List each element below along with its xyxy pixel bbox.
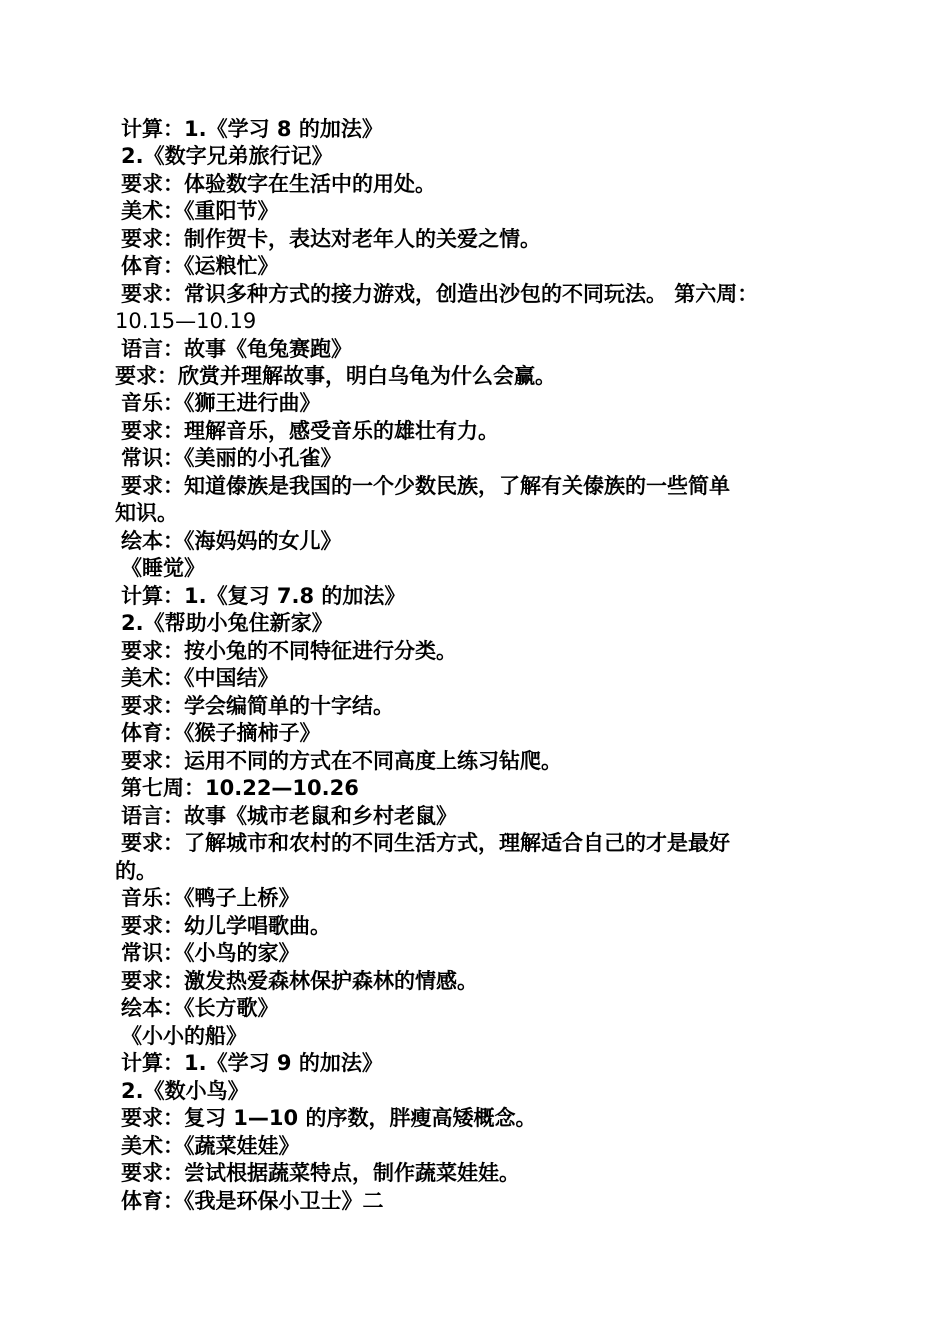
text-line: 2.《数小鸟》 bbox=[121, 1079, 249, 1103]
text-line: 《睡觉》 bbox=[121, 556, 205, 580]
text-line: 绘本：《长方歌》 bbox=[121, 996, 279, 1020]
text-line: 体育：《我是环保小卫士》二 bbox=[121, 1189, 384, 1213]
text-line: 美术：《蔬菜娃娃》 bbox=[121, 1134, 300, 1158]
text-line: 要求：学会编简单的十字结。 bbox=[121, 694, 394, 718]
text-line: 第七周：10.22—10.26 bbox=[121, 776, 359, 800]
text-line: 常识：《美丽的小孔雀》 bbox=[121, 446, 342, 470]
text-line: 要求：常识多种方式的接力游戏，创造出沙包的不同玩法。 第六周： bbox=[121, 282, 759, 306]
text-line: 知识。 bbox=[115, 501, 178, 525]
text-line: 计算：1.《学习 8 的加法》 bbox=[121, 117, 383, 141]
text-line: 要求：理解音乐，感受音乐的雄壮有力。 bbox=[121, 419, 499, 443]
text-line: 的。 bbox=[115, 859, 157, 883]
text-line: 《小小的船》 bbox=[121, 1024, 247, 1048]
text-line: 体育：《运粮忙》 bbox=[121, 254, 279, 278]
text-line: 要求：按小兔的不同特征进行分类。 bbox=[121, 639, 457, 663]
text-line: 音乐：《鸭子上桥》 bbox=[121, 886, 300, 910]
text-line: 美术：《中国结》 bbox=[121, 666, 279, 690]
text-line: 语言：故事《城市老鼠和乡村老鼠》 bbox=[121, 804, 457, 828]
text-line: 要求：制作贺卡，表达对老年人的关爱之情。 bbox=[121, 227, 541, 251]
text-line: 音乐：《狮王进行曲》 bbox=[121, 391, 321, 415]
text-line: 要求：激发热爱森林保护森林的情感。 bbox=[121, 969, 478, 993]
text-line: 常识：《小鸟的家》 bbox=[121, 941, 300, 965]
text-line: 要求：了解城市和农村的不同生活方式，理解适合自己的才是最好 bbox=[121, 831, 730, 855]
text-line: 要求：运用不同的方式在不同高度上练习钻爬。 bbox=[121, 749, 562, 773]
text-line: 10.15—10.19 bbox=[115, 309, 257, 333]
text-line: 语言：故事《龟兔赛跑》 bbox=[121, 337, 352, 361]
text-line: 要求：知道傣族是我国的一个少数民族，了解有关傣族的一些简单 bbox=[121, 474, 730, 498]
text-line: 要求：尝试根据蔬菜特点，制作蔬菜娃娃。 bbox=[121, 1161, 520, 1185]
text-line: 2.《数字兄弟旅行记》 bbox=[121, 144, 333, 168]
text-line: 要求：体验数字在生活中的用处。 bbox=[121, 172, 436, 196]
text-line: 计算：1.《学习 9 的加法》 bbox=[121, 1051, 383, 1075]
text-line: 美术：《重阳节》 bbox=[121, 199, 279, 223]
text-line: 要求：幼儿学唱歌曲。 bbox=[121, 914, 331, 938]
text-line: 要求：复习 1—10 的序数，胖瘦高矮概念。 bbox=[121, 1106, 537, 1130]
text-line: 要求：欣赏并理解故事，明白乌龟为什么会赢。 bbox=[115, 364, 556, 388]
text-line: 计算：1.《复习 7.8 的加法》 bbox=[121, 584, 406, 608]
text-line: 体育：《猴子摘柿子》 bbox=[121, 721, 321, 745]
text-line: 2.《帮助小兔住新家》 bbox=[121, 611, 333, 635]
text-line: 绘本：《海妈妈的女儿》 bbox=[121, 529, 342, 553]
